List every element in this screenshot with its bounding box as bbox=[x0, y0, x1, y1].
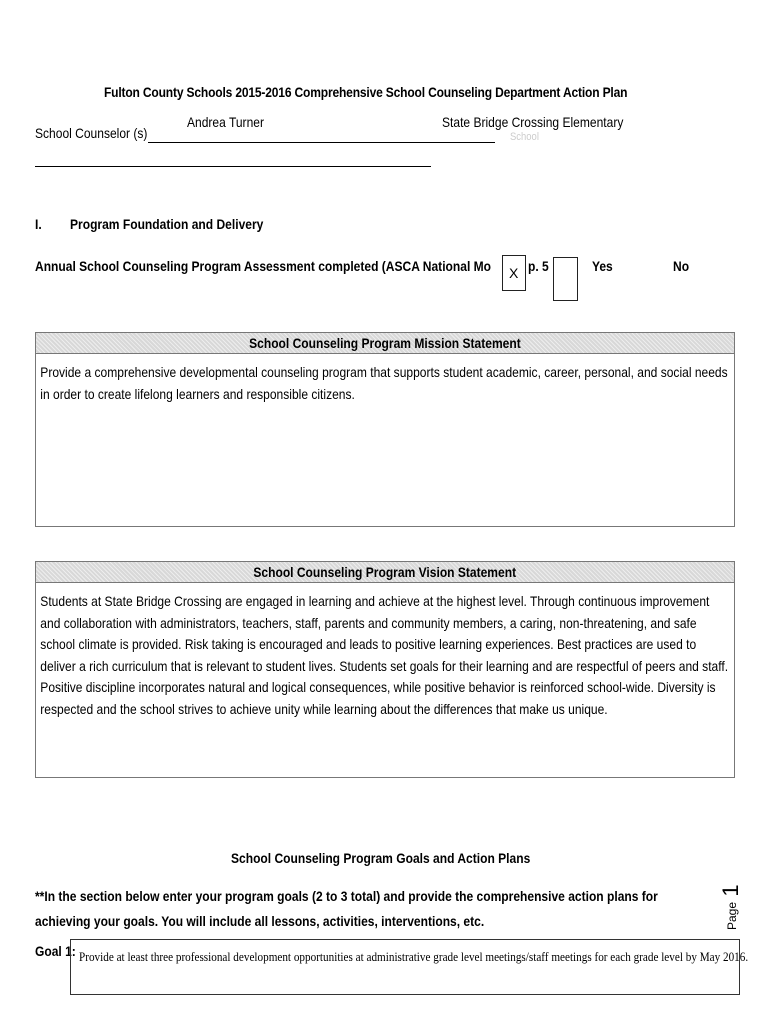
section-number: I. bbox=[35, 216, 42, 232]
no-label: No bbox=[673, 258, 690, 274]
vision-section bbox=[35, 561, 735, 778]
counselor-underline bbox=[148, 142, 495, 143]
page-word: Page bbox=[725, 901, 739, 930]
school-name-field[interactable]: State Bridge Crossing Elementary bbox=[442, 114, 624, 130]
goal1-text: Provide at least three professional development opportunities at administrative grade level meetings/staff meetings for each grade level by May 2016. bbox=[79, 949, 749, 964]
assessment-question: Annual School Counseling Program Assessment completed (ASCA National Mo bbox=[35, 258, 492, 274]
goal1-label: Goal 1: bbox=[35, 943, 76, 959]
vision-header: School Counseling Program Vision Statement bbox=[36, 562, 734, 583]
mission-header: School Counseling Program Mission Statement bbox=[36, 333, 734, 354]
counselor-label: School Counselor (s) bbox=[35, 125, 148, 141]
page-number: 1 bbox=[718, 884, 743, 897]
vision-text[interactable]: Students at State Bridge Crossing are engaged in learning and achieve at the highest level. Through continuous improvement and collaboration with administrators, teachers, staff, parents and community members, a caring, non-threatening, and safe school climate is provided. Risk taking is encouraged and leads to positive learning experiences. Best practices are used to deliver a rich curriculum that is relevant to student lives. Students set goals for their learning and are respectful of peers and staff. Positive discipline incorporates natural and logical consequences, while positive behavior is reinforced school-wide. Diversity is respected and the school strives to achieve unity while learning about the differences that make us unique. bbox=[40, 593, 729, 717]
document-title: Fulton County Schools 2015-2016 Comprehensive School Counseling Department Action Plan bbox=[104, 84, 628, 100]
section-title: Program Foundation and Delivery bbox=[70, 216, 264, 232]
goals-instruction: **In the section below enter your program goals (2 to 3 total) and provide the comprehensive action plans for achieving your goals. You will include all lessons, activities, interventions, etc. bbox=[35, 888, 658, 929]
goal1-box[interactable] bbox=[70, 939, 749, 995]
checkbox-no[interactable] bbox=[553, 257, 578, 301]
page-reference: p. 5 bbox=[528, 258, 549, 274]
counselor-name-field[interactable]: Andrea Turner bbox=[187, 114, 264, 130]
school-label-faint: School bbox=[510, 131, 539, 143]
page-indicator bbox=[718, 884, 744, 930]
mission-section bbox=[35, 332, 735, 527]
school-underline bbox=[35, 166, 431, 167]
checkbox-yes[interactable] bbox=[502, 255, 526, 291]
yes-label: Yes bbox=[592, 258, 613, 274]
goals-heading: School Counseling Program Goals and Action Plans bbox=[231, 850, 531, 866]
mission-text[interactable]: Provide a comprehensive developmental counseling program that supports student academic, career, personal, and social needs in order to create lifelong learners and responsible citizens. bbox=[40, 364, 728, 402]
checkbox-yes-mark: X bbox=[509, 265, 519, 281]
